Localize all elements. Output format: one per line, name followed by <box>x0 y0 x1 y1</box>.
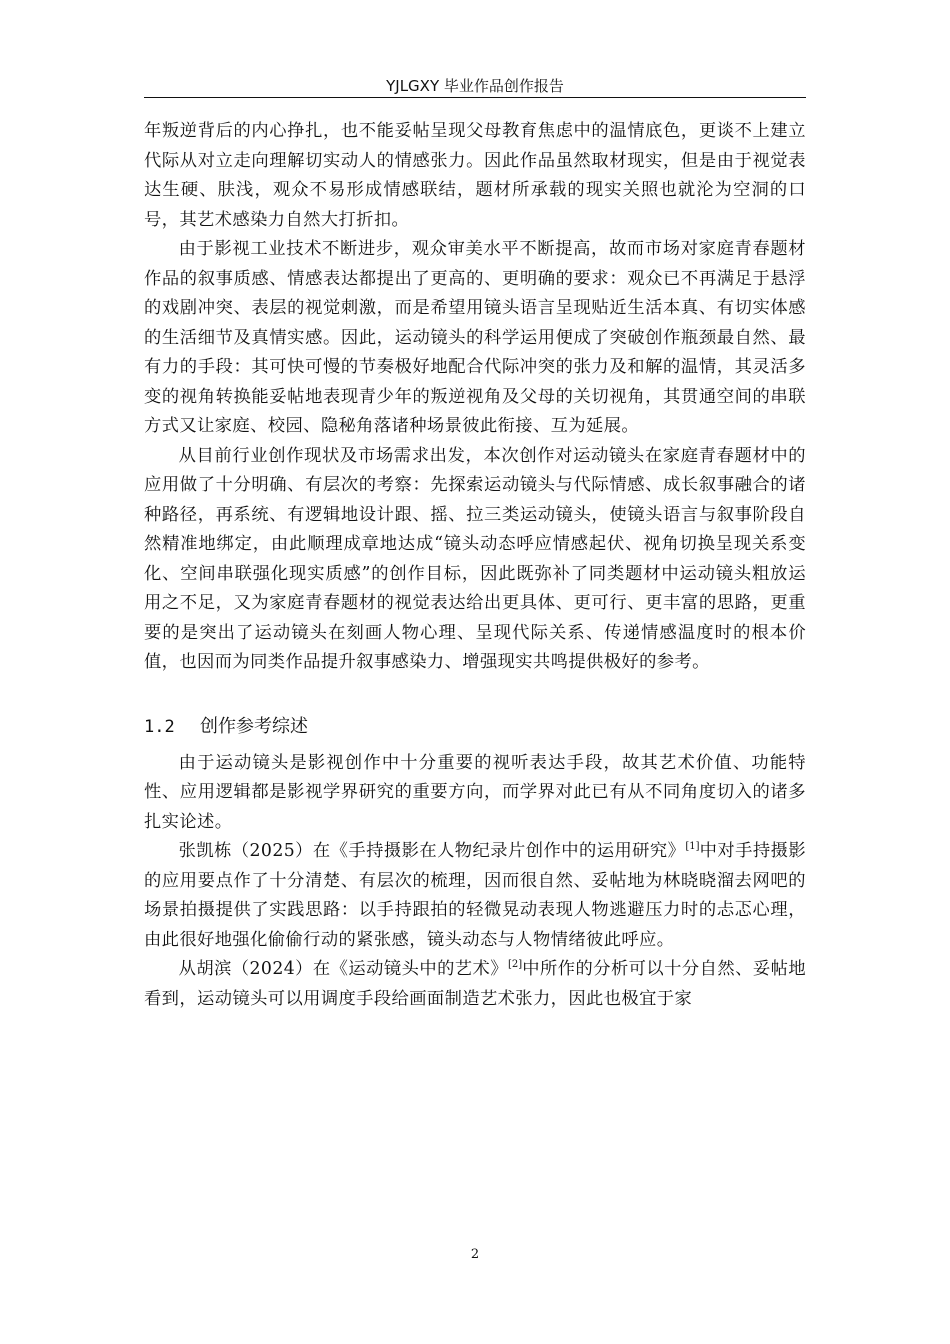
paragraph-reference-hu <box>144 955 806 1014</box>
paragraph-continued: 年叛逆背后的内心挣扎，也不能妥帖呈现父母教育焦虑中的温情底色，更谈不上建立代际从对立走向理解切实动人的情感张力。因此作品虽然取材现实，但是由于视觉表达生硬、肤浅，观众不易形成情感联结，题材所承载的现实关照也就沦为空洞的口号，其艺术感染力自然大打折扣。 <box>144 121 806 230</box>
body-text <box>144 117 806 1014</box>
header-rule <box>144 97 806 98</box>
reference-zhang-lead: 张凯栋（2025）在《手持摄影在人物纪录片创作中的运用研究》 <box>178 841 686 861</box>
paragraph-market-demand: 由于影视工业技术不断进步，观众审美水平不断提高，故而市场对家庭青春题材作品的叙事质感、情感表达都提出了更高的、更明确的要求：观众已不再满足于悬浮的戏剧冲突、表层的视觉刺激，而是希望用镜头语言呈现贴近生活本真、有切实体感的生活细节及真情实感。因此，运动镜头的科学运用便成了突破创作瓶颈最自然、最有力的手段：其可快可慢的节奏极好地配合代际冲突的张力及和解的温情，其灵活多变的视角转换能妥帖地表现青少年的叛逆视角及父母的关切视角，其贯通空间的串联方式又让家庭、校园、隐秘角落诸种场景彼此衔接、互为延展。 <box>144 239 806 436</box>
paragraph-review-intro: 由于运动镜头是影视创作中十分重要的视听表达手段，故其艺术价值、功能特性、应用逻辑都是影视学界研究的重要方向，而学界对此已有从不同角度切入的诸多扎实论述。 <box>144 752 806 832</box>
section-title: 创作参考综述 <box>200 715 308 737</box>
section-heading <box>144 714 806 740</box>
running-header: YJLGXY 毕业作品创作报告 <box>386 77 564 95</box>
reference-hu-lead: 从胡滨（2024）在《运动镜头中的艺术》 <box>178 959 509 979</box>
section-number: 1.2 <box>144 716 175 737</box>
reference-zhang-body: 中对手持摄影的应用要点作了十分清楚、有层次的梳理，因而很自然、妥帖地为林晓晓溜去网吧的场景拍摄提供了实践思路：以手持跟拍的轻微晃动表现人物逃避压力时的忐忑心理，由此很好地强化偷偷行动的紧张感，镜头动态与人物情绪彼此呼应。 <box>144 841 807 950</box>
page-number: 2 <box>470 1247 480 1262</box>
paragraph-creation-goal: 从目前行业创作现状及市场需求出发，本次创作对运动镜头在家庭青春题材中的应用做了十分明确、有层次的考察：先探索运动镜头与代际情感、成长叙事融合的诸种路径，再系统、有逻辑地设计跟、摇、拉三类运动镜头，使镜头语言与叙事阶段自然精准地绑定，由此顺理成章地达成“镜头动态呼应情感起伏、视角切换呈现关系变化、空间串联强化现实质感”的创作目标，因此既弥补了同类题材中运动镜头粗放运用之不足，又为家庭青春题材的视觉表达给出更具体、更可行、更丰富的思路，更重要的是突出了运动镜头在刻画人物心理、呈现代际关系、传递情感温度时的根本价值，也因而为同类作品提升叙事感染力、增强现实共鸣提供极好的参考。 <box>144 445 806 672</box>
reference-hu-body: 中所作的分析可以十分自然、妥帖地看到，运动镜头可以用调度手段给画面制造艺术张力，因此也极宜于家 <box>144 959 806 1009</box>
citation-marker-1: [1] <box>685 841 700 853</box>
citation-marker-2: [2] <box>508 959 523 971</box>
paragraph-reference-zhang <box>144 837 806 955</box>
